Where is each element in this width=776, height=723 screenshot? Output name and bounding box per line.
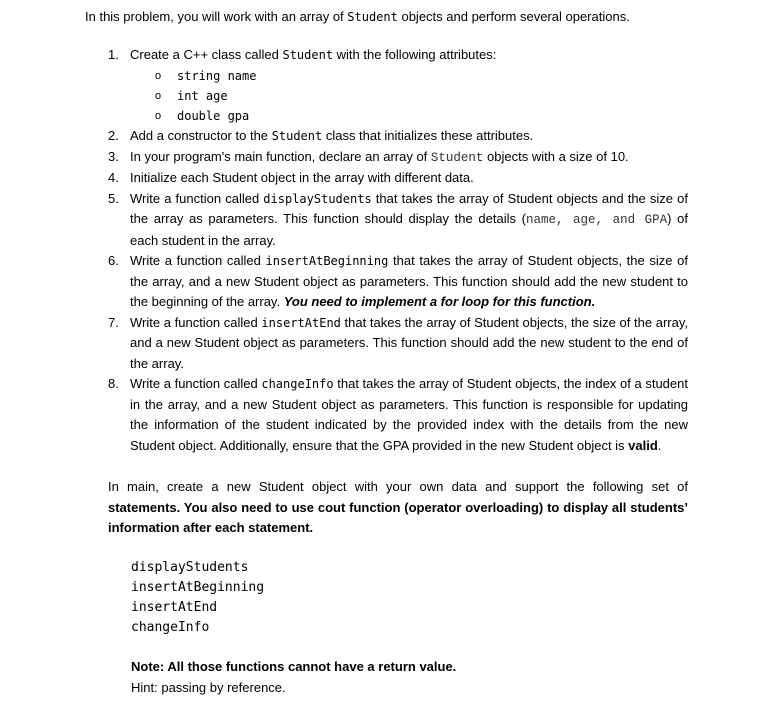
main-bold-word: statements.: [108, 499, 181, 515]
task-code: displayStudents: [263, 191, 372, 206]
main-instructions: [108, 477, 688, 539]
task-text: Initialize each Student object in the array with different data.: [130, 170, 474, 186]
task-item-3: [108, 147, 688, 169]
attribute-code: string name: [177, 68, 257, 83]
task-item-4: [108, 168, 688, 189]
main-bold-sentence: You also need to use cout function (operator overloading) to display all students’ information after each statement.: [108, 499, 688, 535]
task-code: insertAtEnd: [261, 315, 341, 330]
task-text: In your program's main function, declare an array of: [130, 148, 431, 164]
main-text: In main, create a new Student object with your own data and support the following set of: [108, 479, 688, 494]
attribute-item: [130, 66, 688, 86]
statement-line: displayStudents: [131, 560, 249, 575]
intro-paragraph: [85, 7, 745, 28]
task-text: Write a function called: [130, 253, 266, 269]
task-number: 4.: [108, 170, 119, 186]
bullet-icon: o: [155, 69, 162, 82]
attribute-item: [130, 106, 688, 126]
task-item-8: [108, 374, 688, 456]
task-text: Create a C++ class called: [130, 47, 283, 62]
task-item-2: [108, 126, 688, 147]
bullet-icon: o: [155, 110, 162, 123]
task-code: changeInfo: [261, 377, 334, 392]
attribute-item: [130, 86, 688, 106]
task-text: that takes the array of Student objects, the size of the array, and a new Student object as parameters. This function should add the new student to the end of the array.: [130, 314, 688, 371]
attribute-list: [130, 66, 688, 127]
task-number: 8.: [108, 376, 119, 392]
task-number: 2.: [108, 128, 119, 144]
task-text: objects with a size of 10.: [483, 148, 629, 164]
task-list: [108, 45, 688, 456]
attribute-code: double gpa: [177, 109, 250, 124]
task-item-7: [108, 313, 688, 375]
task-code: Student: [282, 48, 334, 62]
attribute-code: int age: [177, 88, 228, 103]
hint-text: Hint: passing by reference.: [131, 680, 286, 695]
statements-code-block: [131, 558, 264, 638]
task-emphasis: valid: [628, 437, 658, 453]
intro-code: Student: [347, 10, 398, 24]
task-text: .: [657, 437, 662, 453]
task-number: 7.: [108, 314, 119, 330]
bullet-icon: o: [155, 89, 162, 102]
statement-line: insertAtBeginning: [131, 580, 265, 595]
task-code: Student: [430, 150, 484, 165]
task-text: with the following attributes:: [333, 47, 497, 62]
task-text: Add a constructor to the: [130, 128, 272, 144]
task-text: Write a function called: [130, 190, 264, 206]
task-number: 1.: [108, 47, 119, 62]
task-text: that takes the array of Student objects, the size of the array, and a new Student object as parameters. This function should add the new student to the beginning of the array.: [130, 253, 688, 310]
task-number: 5.: [108, 190, 119, 206]
intro-text-before: In this problem, you will work with an array of: [85, 9, 348, 24]
task-text: ) of each student in the array.: [130, 211, 688, 248]
statement-line: changeInfo: [131, 620, 210, 635]
task-item-1: [108, 45, 688, 126]
task-fields: name, age, and GPA: [525, 213, 668, 228]
task-text: Write a function called: [130, 376, 262, 392]
task-number: 6.: [108, 253, 119, 269]
task-number: 3.: [108, 148, 119, 164]
task-item-6: [108, 251, 688, 313]
task-text: Write a function called: [130, 314, 262, 330]
task-emphasis: You need to implement a for loop for this function.: [283, 294, 596, 310]
task-text: that takes the array of Student objects and the size of the array as parameters. This function should display the details (: [130, 190, 688, 227]
note-text: Note: All those functions cannot have a return value.: [131, 659, 457, 674]
task-text: that takes the array of Student objects, the index of a student in the array, and a new Student object as parameters. This function is responsible for updating the information of the student indicated by the provided index with the details from the new Student object. Additionally, ensure that the GPA provided in the new Student object is: [130, 376, 688, 453]
task-code: Student: [271, 129, 323, 144]
task-code: insertAtBeginning: [265, 254, 389, 269]
task-text: class that initializes these attributes.: [322, 128, 534, 144]
intro-text-after: objects and perform several operations.: [397, 9, 630, 24]
statement-line: insertAtEnd: [131, 600, 218, 615]
task-item-5: [108, 189, 688, 252]
